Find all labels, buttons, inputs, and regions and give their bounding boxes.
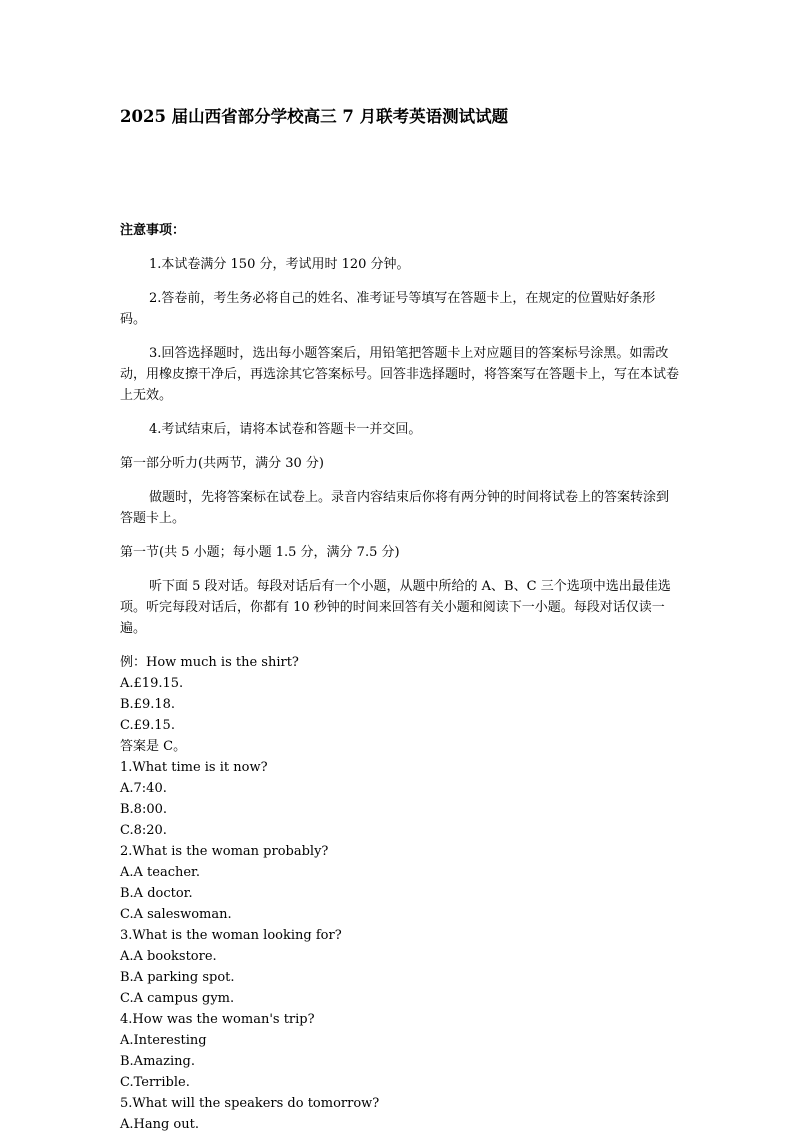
section1-heading: 第一节(共 5 小题；每小题 1.5 分，满分 7.5 分) xyxy=(120,545,400,560)
example-option: B.£9.18. xyxy=(120,697,176,712)
document-title: 2025 届山西省部分学校高三 7 月联考英语测试试题 xyxy=(120,107,509,126)
example-option: C.£9.15. xyxy=(120,718,175,733)
question-2-option-c: C.A saleswoman. xyxy=(120,907,232,922)
notes-item-1: 1.本试卷满分 150 分，考试用时 120 分钟。 xyxy=(149,257,410,272)
notes-item-4: 4.考试结束后，请将本试卷和答题卡一并交回。 xyxy=(149,422,422,437)
question-1-option-a: A.7:40. xyxy=(120,781,167,796)
question-4-option-c: C.Terrible. xyxy=(120,1075,190,1090)
question-1-option-b: B.8:00. xyxy=(120,802,168,817)
question-1-option-c: C.8:20. xyxy=(120,823,167,838)
question-2: 2.What is the woman probably? xyxy=(120,844,329,859)
question-2-option-a: A.A teacher. xyxy=(120,865,200,880)
question-4-option-b: B.Amazing. xyxy=(120,1054,195,1069)
document-body xyxy=(120,220,680,1135)
question-3-option-a: A.A bookstore. xyxy=(120,949,217,964)
part1-instruction: 做题时，先将答案标在试卷上。录音内容结束后你将有两分钟的时间将试卷上的答案转涂到答题卡上。 xyxy=(120,490,670,526)
notes-item-2: 2.答卷前，考生务必将自己的姓名、准考证号等填写在答题卡上，在规定的位置贴好条形码。 xyxy=(120,291,656,327)
question-5: 5.What will the speakers do tomorrow? xyxy=(120,1096,380,1111)
question-4-option-a: A.Interesting xyxy=(120,1033,207,1048)
notes-item-3: 3.回答选择题时，选出每小题答案后，用铅笔把答题卡上对应题目的答案标号涂黑。如需改动，用橡皮擦干净后，再选涂其它答案标号。回答非选择题时，将答案写在答题卡上，写在本试卷上无效。 xyxy=(120,346,680,403)
notes-heading: 注意事项： xyxy=(120,223,186,238)
question-4: 4.How was the woman's trip? xyxy=(120,1012,315,1027)
question-3-option-b: B.A parking spot. xyxy=(120,970,235,985)
question-1: 1.What time is it now? xyxy=(120,760,268,775)
part1-heading: 第一部分听力(共两节，满分 30 分) xyxy=(120,456,324,471)
question-3: 3.What is the woman looking for? xyxy=(120,928,342,943)
example-question: 例：How much is the shirt? xyxy=(120,655,299,670)
question-5-option-a: A.Hang out. xyxy=(120,1117,199,1132)
example-option: A.£19.15. xyxy=(120,676,184,691)
section1-instruction: 听下面 5 段对话。每段对话后有一个小题，从题中所给的 A、B、C 三个选项中选出最佳选项。听完每段对话后，你都有 10 秒钟的时间来回答有关小题和阅读下一小题。每段对话仅读一遍。 xyxy=(120,579,671,636)
example-answer: 答案是 C。 xyxy=(120,739,187,754)
question-3-option-c: C.A campus gym. xyxy=(120,991,235,1006)
question-2-option-b: B.A doctor. xyxy=(120,886,193,901)
